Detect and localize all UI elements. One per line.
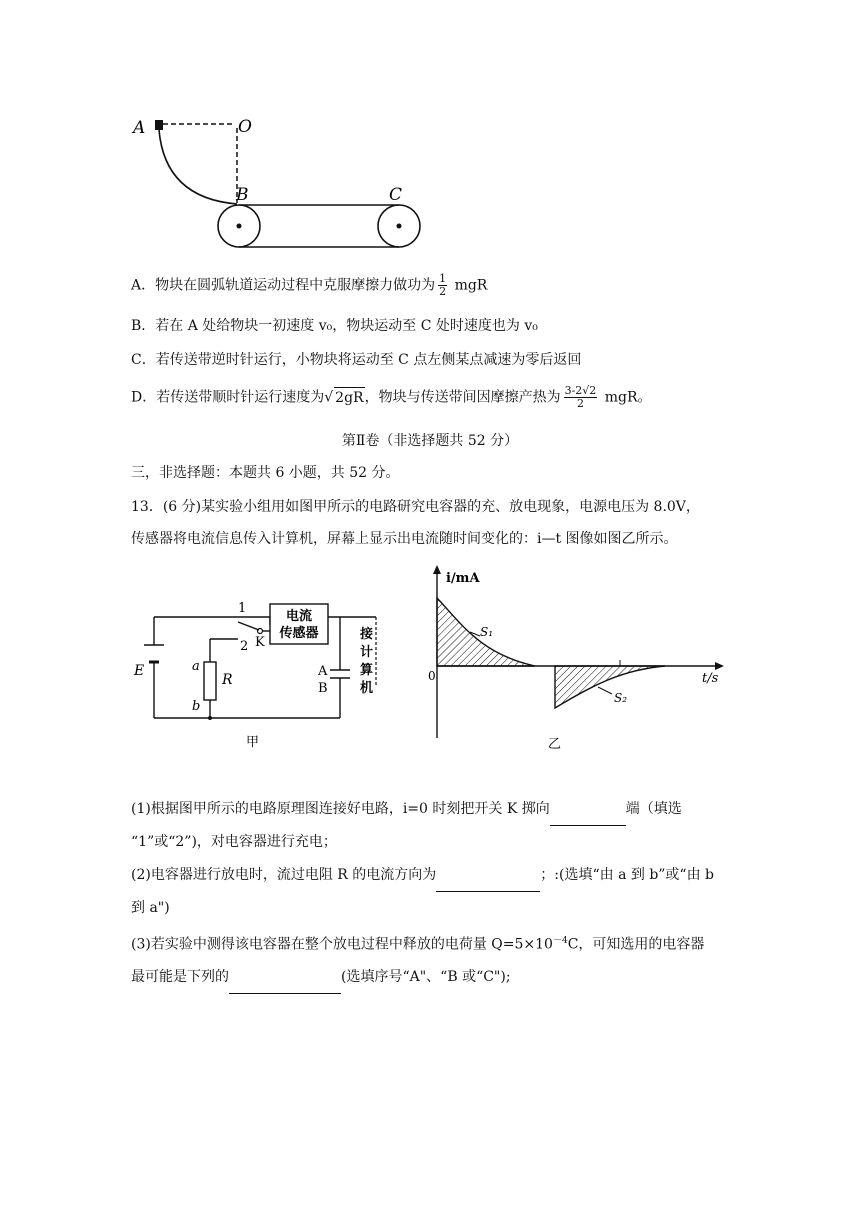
label-K: K xyxy=(255,635,265,650)
label-S1: S₁ xyxy=(480,625,494,639)
arc-track xyxy=(159,130,237,204)
computer-label-4: 机 xyxy=(360,681,374,696)
option-A xyxy=(131,273,487,298)
label-A-plate: A xyxy=(318,664,328,679)
origin-label: 0 xyxy=(428,669,436,683)
option-D-sqrt: 2gR xyxy=(334,387,364,408)
label-B: B xyxy=(236,185,249,205)
computer-label-1: 接 xyxy=(360,627,374,642)
option-D-middle: ，物块与传送带间因摩擦产热为 xyxy=(364,389,561,406)
q1-text-b: 端（填选 xyxy=(625,801,682,817)
y-axis-arrow xyxy=(433,565,441,574)
q3-text-b: C，可知选用的电容器 xyxy=(567,936,705,953)
y-axis-label: i/mA xyxy=(446,571,480,586)
caption-jia: 甲 xyxy=(246,735,260,750)
label-B-plate: B xyxy=(318,681,328,696)
option-B: B．若在 A 处给物块一初速度 v₀，物块运动至 C 处时速度也为 v₀ xyxy=(131,318,538,334)
track-conveyor-figure xyxy=(125,108,435,258)
q3-text-d: (选填序号“A"、“B 或“C"); xyxy=(341,968,511,985)
label-R: R xyxy=(222,672,233,688)
label-E: E xyxy=(134,663,145,679)
q2-answer-blank[interactable] xyxy=(436,859,540,892)
option-A-text: A．物块在圆弧轨道运动过程中克服摩擦力做功为 xyxy=(131,277,436,294)
subq-3 xyxy=(131,925,731,994)
computer-label-3: 算 xyxy=(360,663,374,678)
q3-answer-blank[interactable] xyxy=(229,961,341,994)
option-D-suffix: mgR。 xyxy=(604,389,652,406)
label-A: A xyxy=(133,118,146,138)
frac-den: 2 xyxy=(439,285,447,298)
frac-num: 1 xyxy=(439,272,447,285)
discharge-area-S2 xyxy=(555,666,665,708)
q2-text-a: (2)电容器进行放电时，流过电阻 R 的电流方向为 xyxy=(131,867,437,883)
q1-answer-blank[interactable] xyxy=(550,793,626,826)
q2-text-b: ；:(选填“由 a 到 b”或“由 b xyxy=(540,867,715,883)
option-C: C．若传送带逆时针运行，小物块将运动至 C 点左侧某点减速为零后返回 xyxy=(131,352,582,368)
q3-exponent: －4 xyxy=(552,936,568,946)
label-O: O xyxy=(238,117,252,137)
q13-line2: 传感器将电流信息传入计算机，屏幕上显示出电流随时间变化的：i—t 图像如图乙所示。 xyxy=(131,531,678,547)
q2-text-c: 到 a") xyxy=(131,900,170,916)
frac-num: 3-2√2 xyxy=(564,384,597,397)
label-S2: S₂ xyxy=(614,691,628,705)
q3-text-c: 最可能是下列的 xyxy=(131,968,229,985)
label-b: b xyxy=(192,699,201,714)
label-1: 1 xyxy=(238,601,247,616)
it-graph-yi xyxy=(420,562,730,752)
sensor-label-1: 电流 xyxy=(285,609,313,624)
resistor-R xyxy=(204,662,216,700)
frac-den: 2 xyxy=(576,397,584,410)
option-A-fraction xyxy=(438,273,447,298)
block-A xyxy=(155,120,163,130)
subq-2 xyxy=(131,859,731,924)
option-D: D．若传送带顺时针运行速度为√ 2gR，物块与传送带间因摩擦产热为 $\frac{3-2√2}{2}$ mgR。 xyxy=(131,384,652,410)
x-axis-arrow xyxy=(715,662,724,670)
pulley-right-axle xyxy=(397,224,402,229)
q1-text-c: “1”或“2”)，对电容器进行充电； xyxy=(131,834,337,850)
section-intro: 三，非选择题：本题共 6 小题，共 52 分。 xyxy=(131,465,400,481)
subq-1 xyxy=(131,793,731,858)
computer-label-2: 计 xyxy=(360,645,374,660)
switch-blade xyxy=(238,622,259,630)
label-C: C xyxy=(389,185,403,205)
option-A-suffix: mgR xyxy=(454,277,488,294)
sensor-label-2: 传感器 xyxy=(279,626,319,641)
S2-pointer xyxy=(598,687,612,694)
section-title: 第Ⅱ卷（非选择题共 52 分） xyxy=(341,433,519,449)
caption-yi: 乙 xyxy=(548,737,562,752)
pulley-left-axle xyxy=(237,224,242,229)
x-axis-label: t/s xyxy=(702,671,719,686)
option-D-text: D．若传送带顺时针运行速度为 xyxy=(131,389,325,406)
q1-text-a: (1)根据图甲所示的电路原理图连接好电路，i=0 时刻把开关 K 掷向 xyxy=(131,801,550,817)
q3-text-a: (3)若实验中测得该电容器在整个放电过程中释放的电荷量 Q=5×10 xyxy=(131,936,553,953)
label-a: a xyxy=(192,659,200,674)
option-D-fraction xyxy=(564,385,598,410)
label-2: 2 xyxy=(240,639,249,654)
circuit-figure-jia xyxy=(128,590,398,750)
q13-line1: 13．(6 分)某实验小组用如图甲所示的电路研究电容器的充、放电现象，电源电压为 8.0V， xyxy=(131,499,700,515)
